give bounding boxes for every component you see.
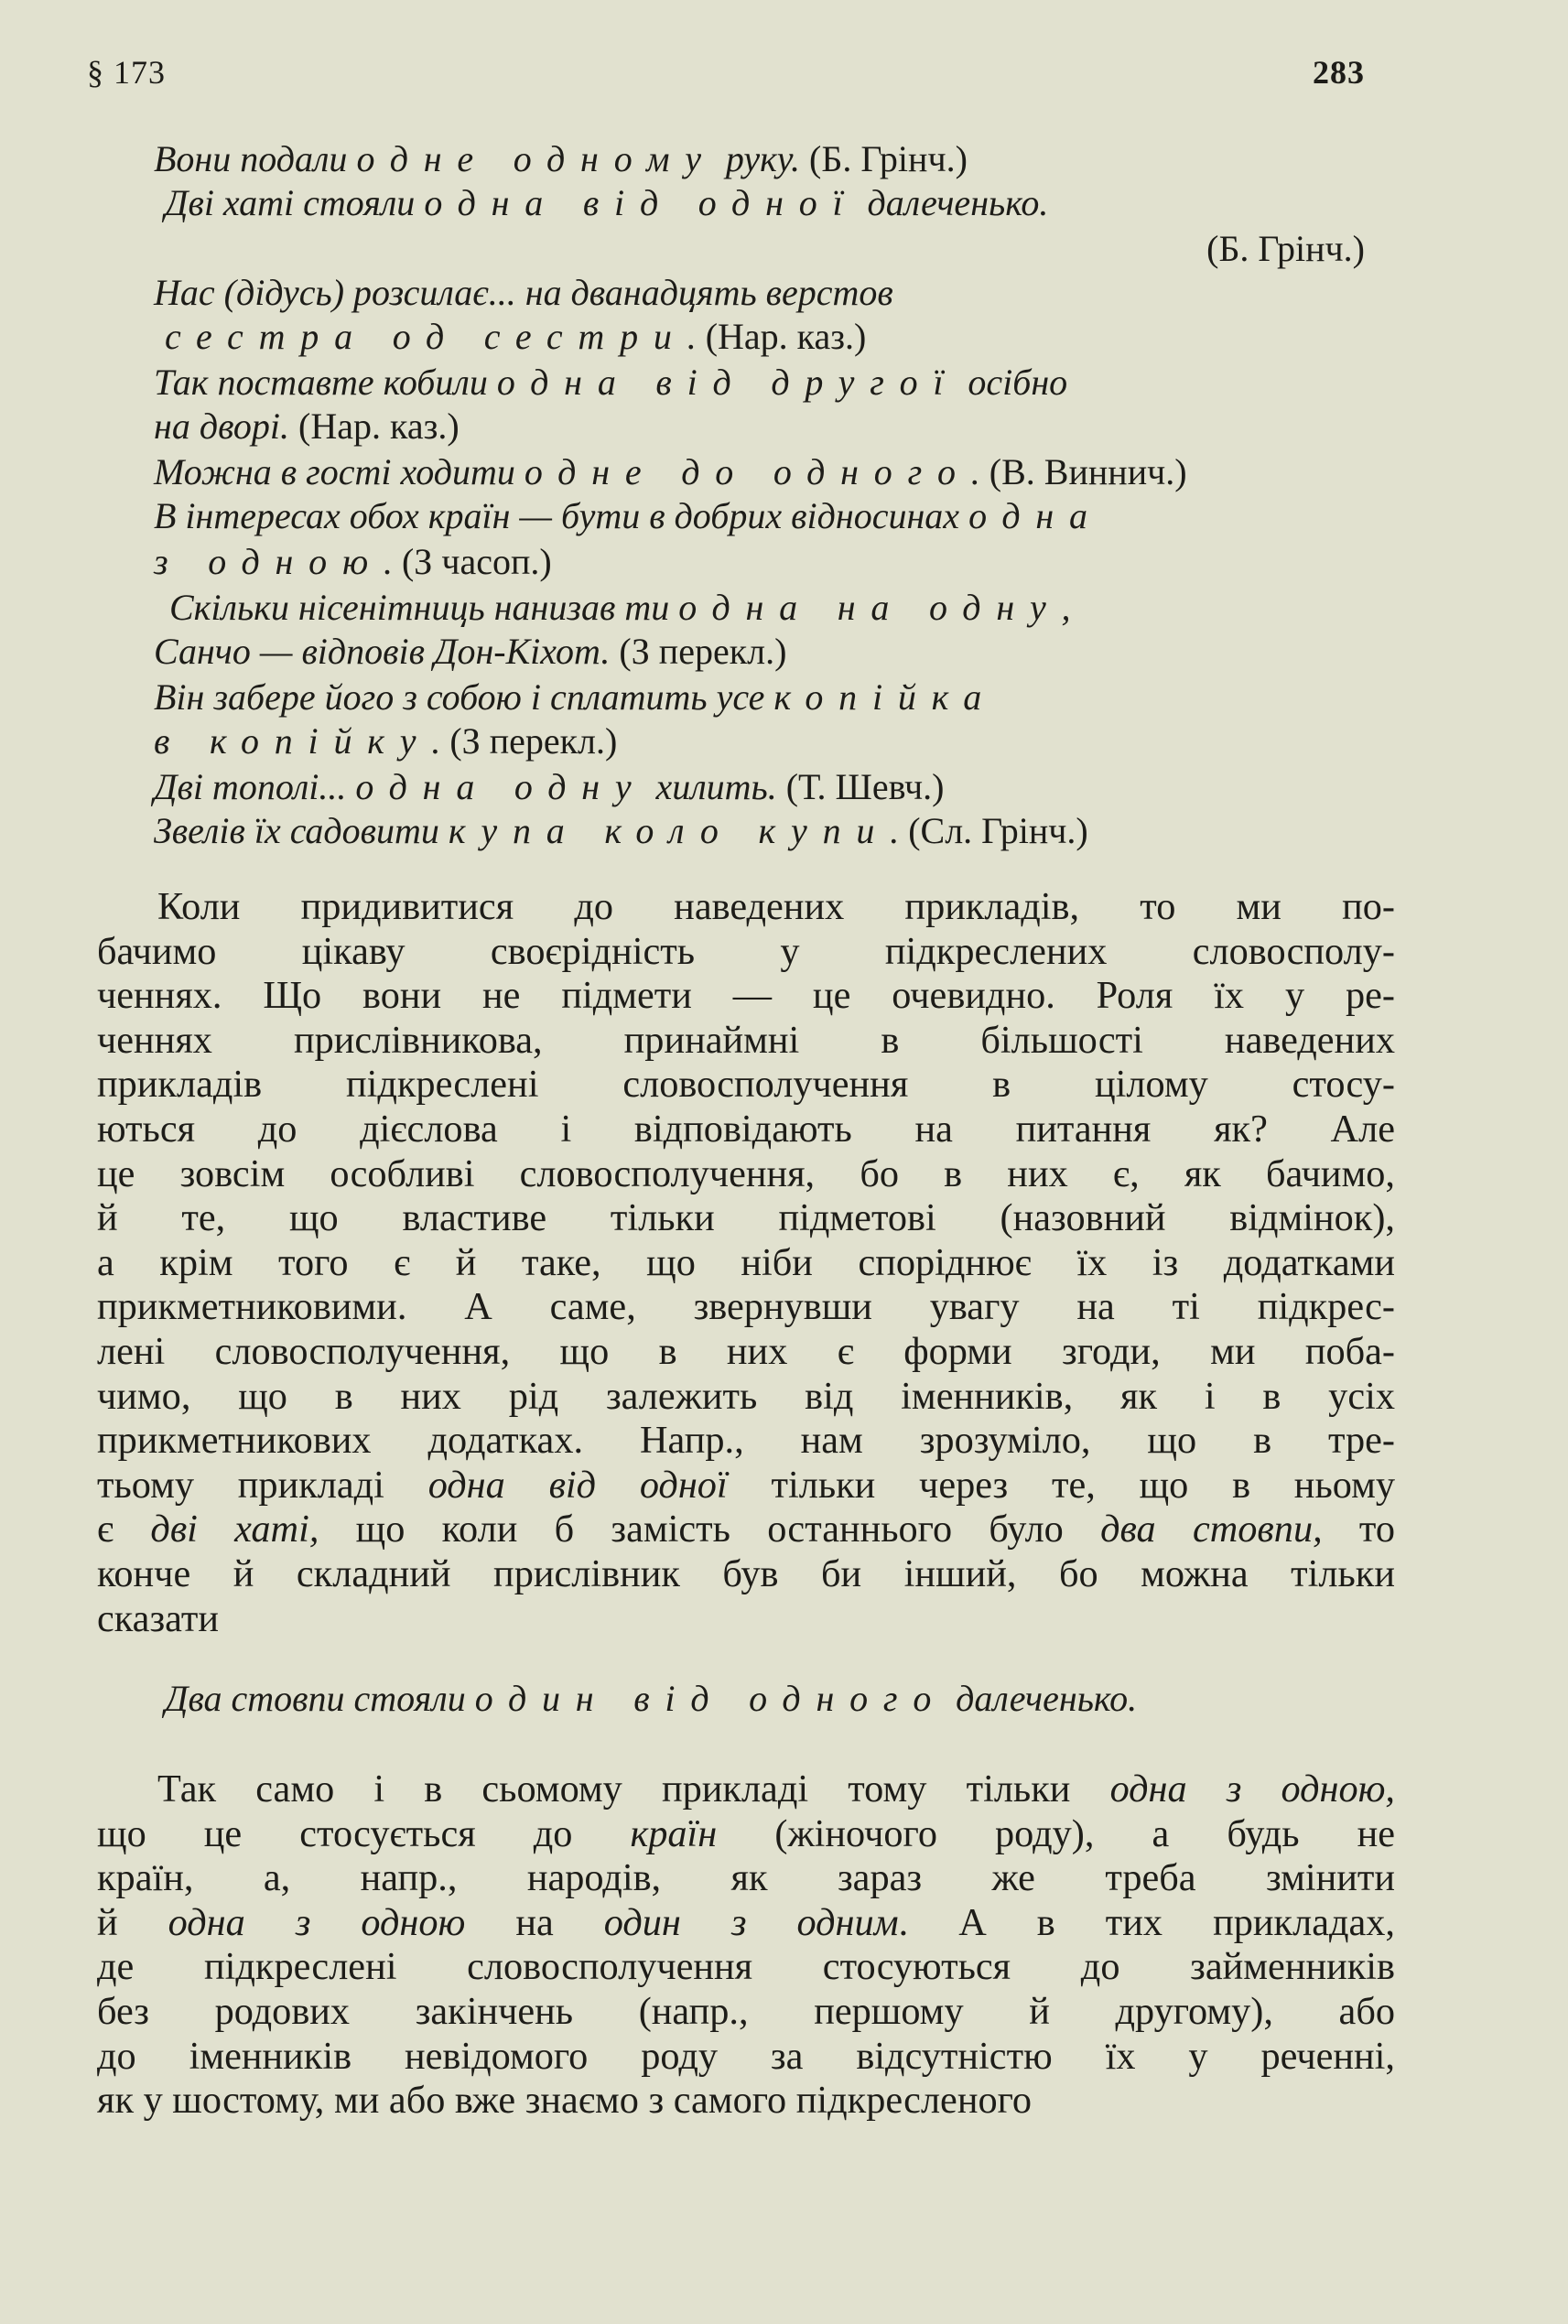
text-line [97,1812,1395,1857]
text-line: чимо, що в них рід залежить від іменників, як і в усіх [97,1374,1395,1418]
example-text: . [431,720,450,762]
source-citation: (Сл. Грінч.) [908,810,1088,851]
example-line [154,405,460,449]
example-line [154,361,1067,405]
example-text: далеченько. [946,1678,1138,1719]
example-text: , [1061,587,1071,628]
example-line [154,809,1088,853]
text-run: й [97,1900,168,1944]
source-citation: (З перекл.) [619,631,787,672]
example-line [169,586,1071,630]
spaced-phrase: одна одну [355,766,647,807]
text-line: прикладів підкреслені словосполучення в цілому стосу- [97,1063,1395,1107]
text-line: лені словосполучення, що в них є форми згоди, ми поба- [97,1329,1395,1373]
example-line [154,719,617,763]
text-run: на [465,1900,604,1944]
italic-phrase: один з одним [603,1900,899,1944]
text-run: то [1322,1508,1396,1551]
text-line: ченнях прислівникова, принаймні в більшості наведених [97,1018,1395,1062]
text-line [97,1464,1395,1508]
text-line: як у шостому, ми або вже знаємо з самого підкресленого [97,2079,1033,2123]
example-text: Два стовпи стояли [165,1678,475,1719]
example-text: . [383,541,402,582]
source-citation: (Нар. каз.) [298,405,460,447]
text-line: прикметникових додатках. Напр., нам зрозуміло, що в тре- [97,1419,1395,1463]
source-citation: (З часоп.) [401,541,552,582]
example-text: осібно [958,362,1068,403]
example-text: Так поставте кобили [154,362,497,403]
section-number: § 173 [87,54,166,91]
example-line [154,450,1187,494]
text-run: тільки через те, що в ньому [727,1463,1395,1507]
source-citation: (Б. Грінч.) [809,138,968,179]
text-line [97,1901,1395,1946]
text-line [97,1508,1395,1552]
example-text: Вони подали [154,138,357,179]
source-citation: (Нар. каз.) [705,316,867,357]
text-line: а крім того є й таке, що ніби споріднює їх із додатками [97,1240,1395,1284]
example-line [154,540,552,584]
text-run: що це стосується до [97,1811,631,1855]
source-citation: (Т. Шевч.) [785,766,945,807]
text-run: . А в тих прикладах, [898,1900,1395,1944]
text-line: бачимо цікаву своєрідність у підкреслених словосполу- [97,929,1395,973]
paragraph-1 [97,885,1395,1641]
text-line: прикметниковими. А саме, звернувши увагу на ті підкрес- [97,1285,1395,1329]
text-run: Так само і в сьомому прикладі тому тільки [157,1767,1110,1811]
spaced-phrase: одна [968,495,1103,536]
example-text: Дві хаті стояли [165,182,425,223]
italic-phrase: одна з одною [168,1900,466,1944]
spaced-phrase: одне одному [356,138,717,179]
source-citation: (З перекл.) [449,720,618,762]
text-line: конче й складний прислівник був би інший, бо можна тільки [97,1551,1395,1595]
example-text: Звелів їх садовити [154,810,449,851]
example-text: на дворі. [154,405,299,447]
example-line [154,494,1103,538]
example-line [154,271,893,315]
text-line: Коли придивитися до наведених прикладів, то ми по- [157,885,1395,928]
example-line [1206,227,1365,271]
spaced-phrase: одне до одного [524,451,971,492]
text-line [97,1767,1395,1812]
example-line [165,315,866,359]
example-text: Санчо — відповів Дон-Кіхот. [154,631,620,672]
example-text: Дві тополі... [154,766,356,807]
spaced-phrase: одна від одної [424,182,859,223]
italic-phrase: два стовпи, [1100,1508,1323,1551]
italic-phrase: країн [630,1811,718,1855]
text-line: й те, що властиве тільки підметові (назовний відмінок), [97,1196,1395,1240]
example-line [154,630,786,674]
text-line: ченнях. Що вони не підмети — це очевидно. Роля їх у ре- [97,974,1395,1018]
spaced-phrase: один від одного [474,1678,947,1719]
source-citation: (В. Виннич.) [989,451,1187,492]
page-number: 283 [1313,54,1365,91]
spaced-phrase: сестра од сестри [165,316,687,357]
text-run: що коли б замість останнього було [319,1508,1101,1551]
spaced-phrase: в копійку [154,720,432,762]
text-line: де підкреслені словосполучення стосуються до займенників [97,1945,1395,1989]
text-line: до іменників невідомого роду за відсутністю їх у реченні, [97,2034,1395,2078]
spaced-phrase: копійка [773,676,997,718]
example-line [154,676,997,719]
example-text: Можна в гості ходити [154,451,524,492]
text-run: є [97,1508,151,1551]
example-text: руку. [716,138,810,179]
text-run: (жіночого роду), а будь не [717,1811,1396,1855]
example-line [154,765,944,809]
text-line: країн, а, напр., народів, як зараз же треба змінити [97,1856,1395,1900]
italic-phrase: одна з одною, [1109,1767,1395,1811]
example-text: В інтересах обох країн — бути в добрих відносинах [154,495,969,536]
example-line [165,1677,1137,1721]
text-run: тьому прикладі [97,1463,428,1507]
example-line [165,181,1048,225]
text-line: це зовсім особливі словосполучення, бо в них є, як бачимо, [97,1151,1395,1195]
example-text: . [890,810,909,851]
example-text: Він забере його з собою і сплатить усе [154,676,774,718]
example-text: хилить. [646,766,786,807]
text-line: ються до дієслова і відповідають на питання як? Але [97,1107,1395,1151]
paragraph-2 [97,1767,1395,2124]
example-text: Нас (дідусь) розсилає... на дванадцять верстов [154,272,893,313]
spaced-phrase: одна на одну [678,587,1062,628]
italic-phrase: одна від одної [427,1463,728,1507]
spaced-phrase: купа коло купи [448,810,891,851]
example-text: . [687,316,706,357]
spaced-phrase: одна від другої [496,362,959,403]
italic-phrase: дві хаті, [150,1508,319,1551]
text-line: без родових закінчень (напр., першому й другому), або [97,1989,1395,2033]
source-citation: (Б. Грінч.) [1206,228,1365,269]
example-text: Скільки нісенітниць нанизав ти [169,587,679,628]
example-line [154,137,968,181]
text-line: сказати [97,1596,219,1640]
example-text: . [970,451,989,492]
spaced-phrase: з одною [154,541,384,582]
example-text: далеченько. [858,182,1049,223]
